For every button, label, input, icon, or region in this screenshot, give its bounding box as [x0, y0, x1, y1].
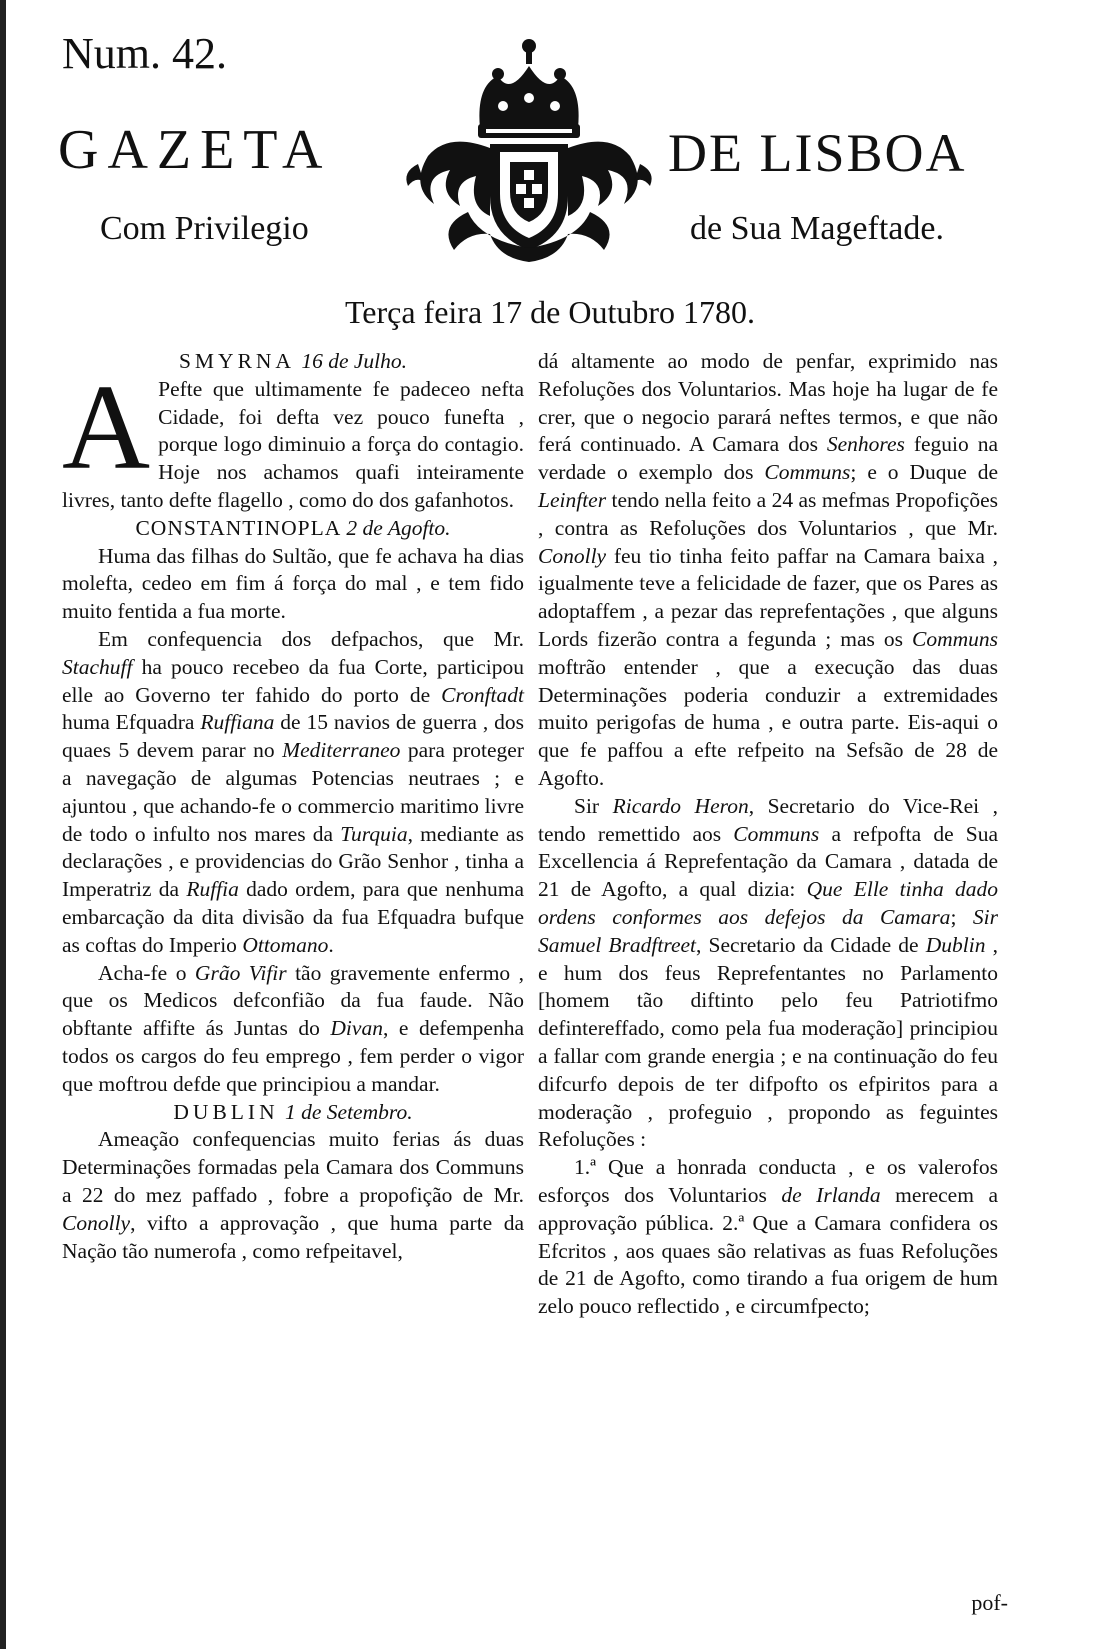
place-dublin: DUBLIN [173, 1099, 279, 1124]
issue-date: Terça feira 17 de Outubro 1780. [344, 294, 756, 330]
article-paragraph: Sir Ricardo Heron, Secretario do Vice-Rei , tendo remettido aos Communs a refpofta de Sua Excellencia á Reprefentação da Camara , datada de 21 de Agofto, a qual dizia: Que Elle tinha dado ordens conformes aos defejos da Camara; Sir Samuel Bradftreet, Secretario da Cidade de Dublin , e hum dos feus Reprefentantes no Parlamento [homem tão diftinto pelo feu Patriotifmo defintereffado, como pela fua moderação] principiou a fallar com grande energia ; e na continuação do feu difcurfo depois de ter difpofto os efpiritos para a moderação , profeguio , propondo as feguintes Refoluções : [538, 793, 999, 1152]
privilege-left: Com Privilegio [100, 210, 309, 247]
article-paragraph: 1.ª Que a honrada conducta , e os valerofos esforços dos Voluntarios de Irlanda merecem a approvação pública. 2.ª Que a Camara confidera os Efcritos , aos quaes são relativas as fuas Refoluções de 21 de Agofto, como tirando a fua origem de hum zelo pouco reflectido , e circumfpecto; [538, 1155, 998, 1319]
article-paragraph: Huma das filhas do Sultão, que fe achava ha dias molefta, cedeo em fim á força do mal , e tem fido muito fentida a fua morte. [62, 543, 524, 624]
article-paragraph: dá altamente ao modo de penfar, exprimido nas Refoluções dos Voluntarios. Mas hoje ha lugar de fe crer, que o negocio parará neftes termos, e que não ferá continuado. A Camara dos Senhores feguio na verdade o exemplo dos Communs; e o Duque de Leinfter tendo nella feito a 24 as mefmas Propofições , contra as Refoluções dos Voluntarios , que Mr. Conolly feu tio tinha feito paffar na Camara baixa , igualmente teve a felicidade de fazer, que os Pares as adoptaffem , a pezar das reprefentações , que alguns Lords fizerão contra a fegunda ; mas os Communs moftrão entender , que a execução das duas Determinações poderia conduzir a extremidades muito perigofas de huma , e outra parte. Eis-aqui o que fe paffou a efte refpeito na Sefsão de 28 de Agofto. [538, 349, 999, 790]
issue-number: Num. 42. [62, 29, 227, 78]
date-constantinopla: 2 de Agofto. [346, 515, 451, 540]
right-column [538, 348, 998, 1321]
left-column [62, 348, 524, 1265]
royal-crest-icon [398, 36, 660, 266]
place-smyrna: SMYRNA [178, 349, 295, 373]
article-paragraph: Ameação confequencias muito ferias ás duas Determinações formadas pela Camara dos Communs a 22 do mez paffado , fobre a propofição de Mr. Conolly, vifto a approvação , que huma parte da Nação tão numerofa , como refpeitavel, [62, 1127, 524, 1263]
scan-edge [0, 0, 6, 1649]
title-de-lisboa: DE LISBOA [668, 123, 967, 183]
article-smyrna-text: Pefte que ultimamente fe padeceo nefta Cidade, foi defta vez pouco funefta , porque logo diminuio a força do contagio. Hoje nos achamos quafi inteiramente livres, tanto defte flagello , como do dos gafanhotos. [62, 376, 524, 512]
place-constantinopla: CONSTANTINOPLA [135, 515, 341, 540]
privilege-right: de Sua Mageftade. [690, 210, 944, 247]
article-paragraph: Em confequencia dos defpachos, que Mr. Stachuff ha pouco recebeo da fua Corte, participou elle ao Governo ter fahido do porto de Cronftadt huma Efquadra Ruffiana de 15 navios de guerra , dos quaes 5 devem parar no Mediterraneo para proteger a navegação de algumas Potencias neutraes ; e ajuntou , que achando-fe o commercio maritimo livre de todo o infulto nos mares da Turquia, mediante as declarações , e providencias do Grão Senhor , tinha a Imperatriz da Ruffia dado ordem, para que nenhuma embarcação da dita divisão da fua Efquadra bufque as coftas do Imperio Ottomano. [62, 626, 525, 957]
drop-cap: A [62, 359, 151, 495]
dateline-dublin [62, 1099, 524, 1127]
date-smyrna: 16 de Julho. [301, 349, 408, 373]
date-dublin: 1 de Setembro. [285, 1099, 413, 1124]
title-gazeta: GAZETA [58, 119, 332, 181]
catchword: pof- [971, 1590, 1008, 1615]
dateline-constantinopla [62, 515, 524, 543]
article-paragraph: Acha-fe o Grão Vifir tão gravemente enfermo , que os Medicos defconfião da fua faude. Não obftante affifte ás Juntas do Divan, e defempenha todos os cargos do feu emprego , fem perder o vigor que moftrou defde que principiou a mandar. [62, 960, 525, 1096]
